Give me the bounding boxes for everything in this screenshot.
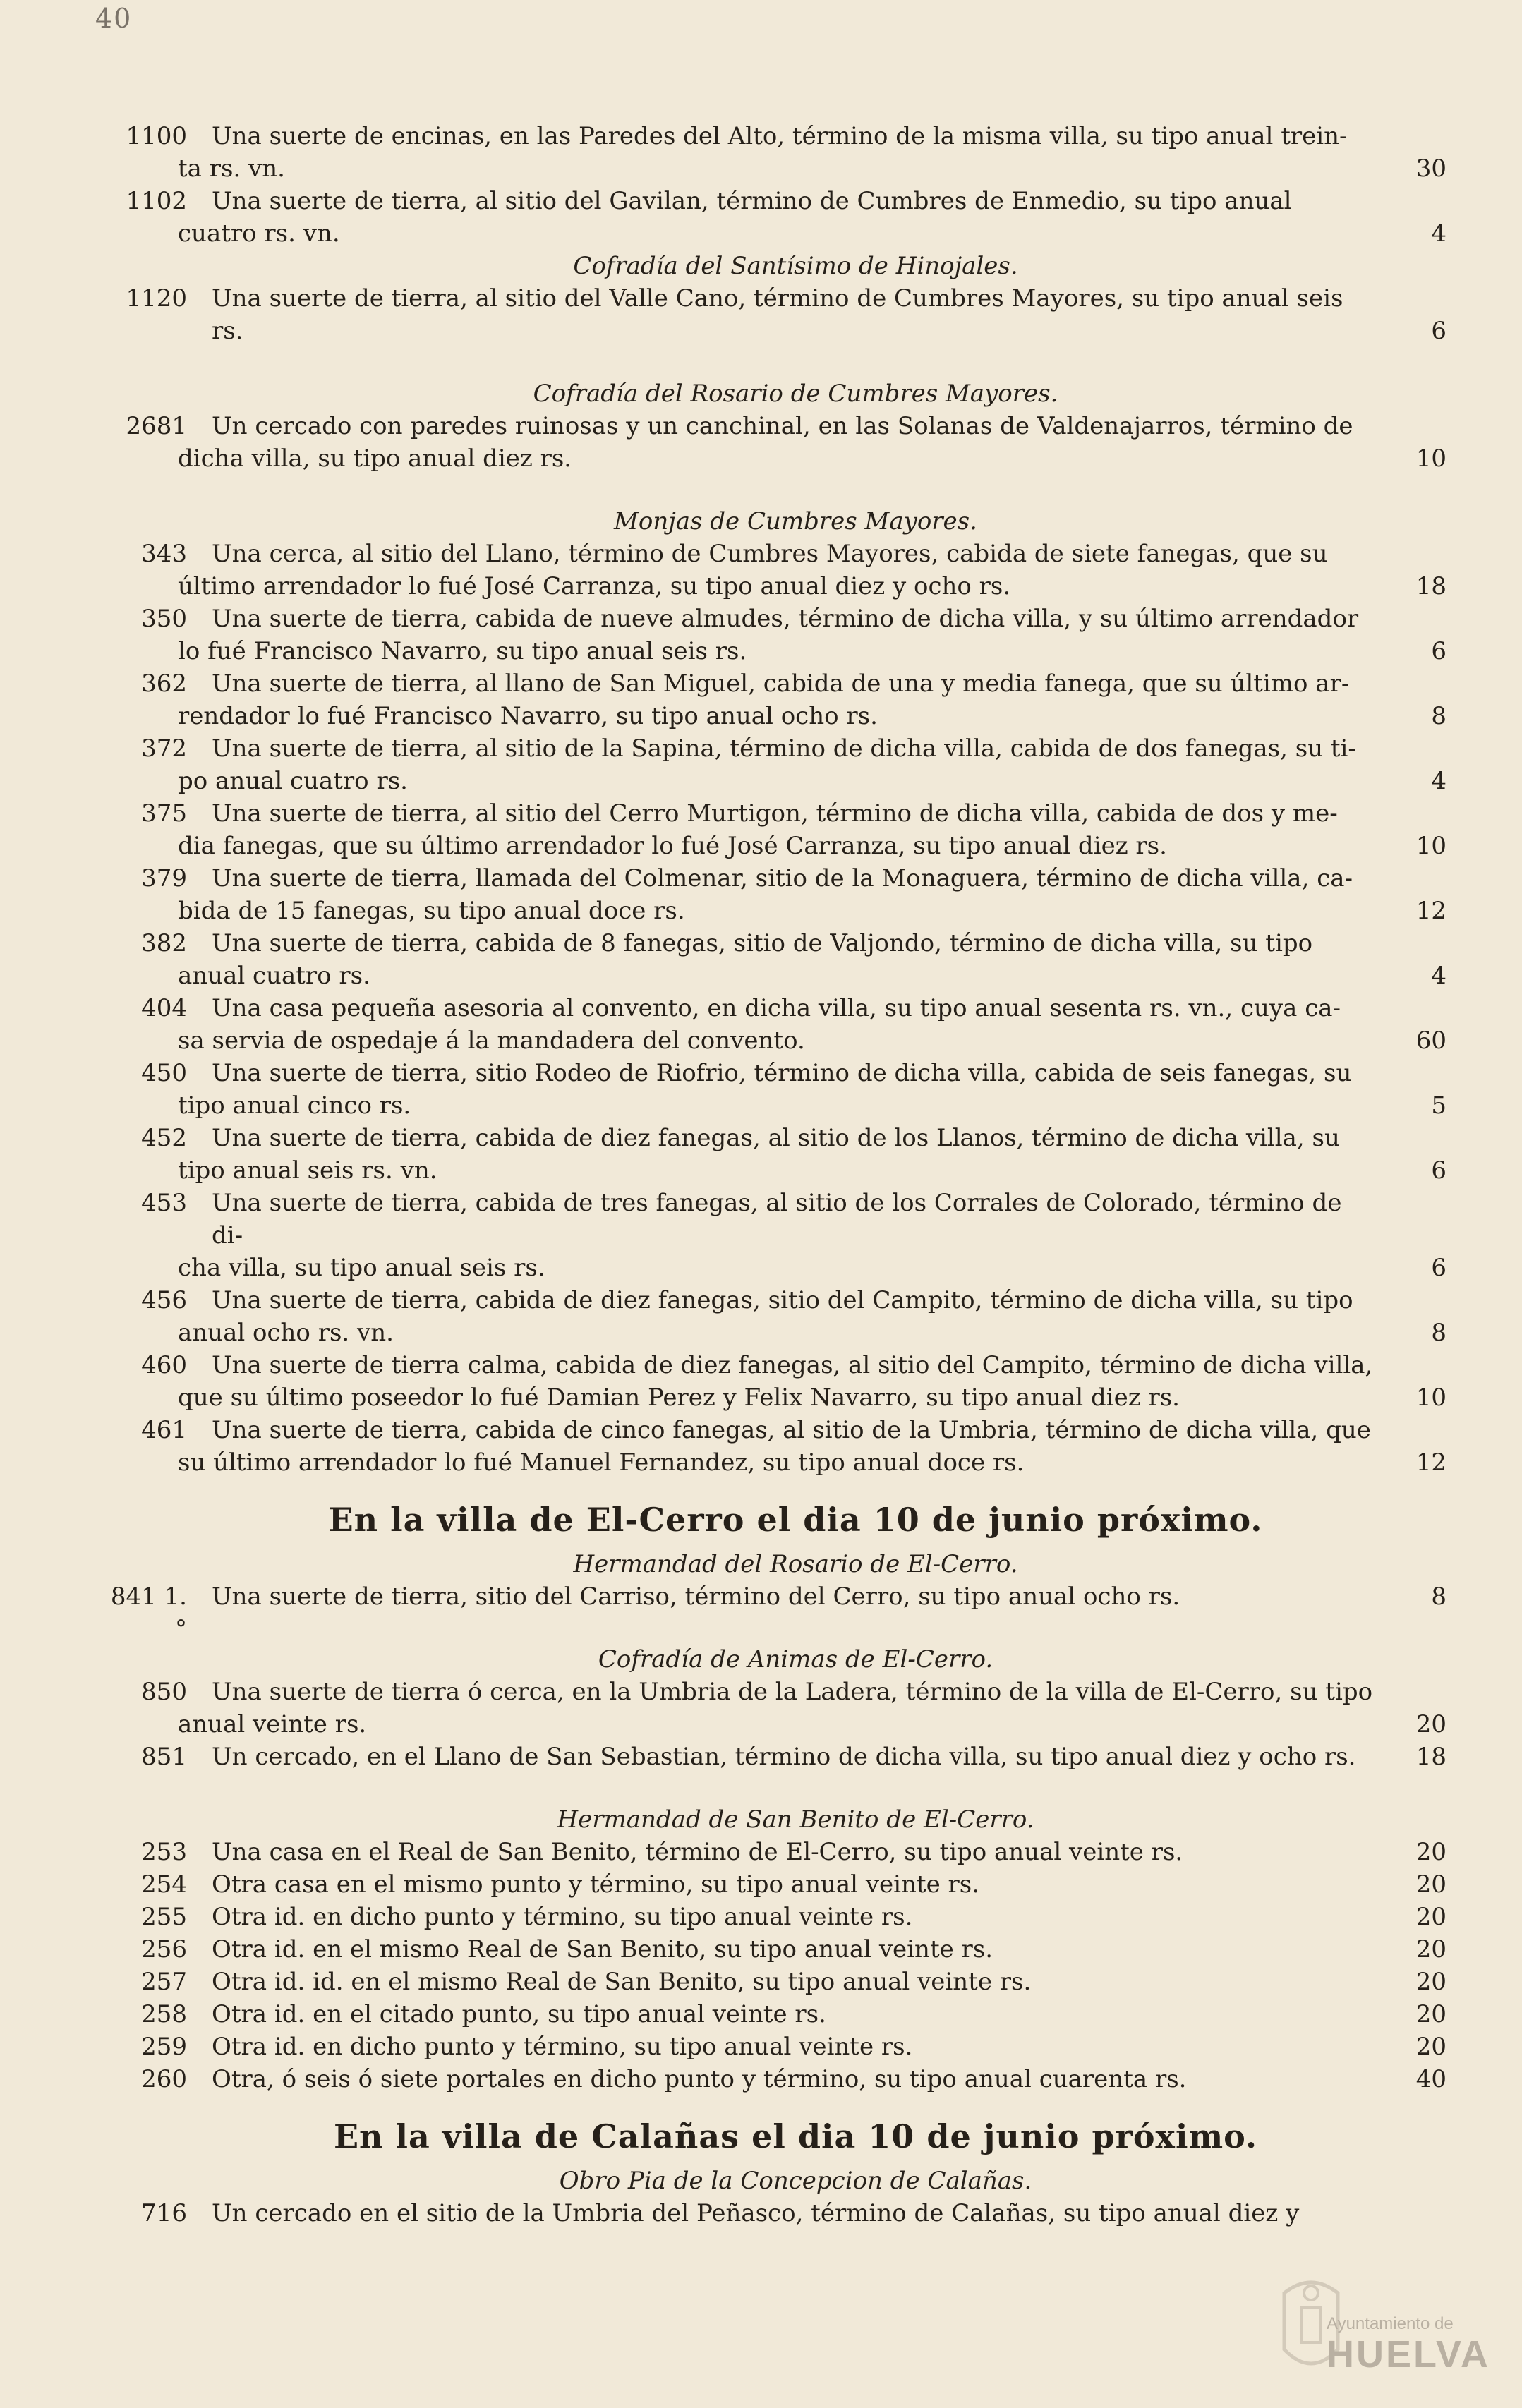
property-entry xyxy=(99,992,1446,1057)
entry-number: 254 xyxy=(141,1870,187,1899)
entry-number: 456 xyxy=(141,1286,187,1314)
property-entry xyxy=(99,2197,1446,2229)
entry-description xyxy=(178,1284,1379,1349)
entry-number: 382 xyxy=(141,929,187,957)
property-entry xyxy=(99,1901,1446,1933)
document-body xyxy=(99,120,1446,2229)
watermark-line2: HUELVA xyxy=(1327,2333,1490,2376)
entry-number: 841 1.° xyxy=(110,1583,187,1643)
property-entry xyxy=(99,862,1446,927)
entry-number: 452 xyxy=(141,1124,187,1152)
entry-text-line: Una suerte de tierra, cabida de 8 fanegas, sitio de Valjondo, término de dicha villa, su tipo xyxy=(212,929,1313,957)
entry-amount: 8 xyxy=(1431,702,1446,730)
property-entry xyxy=(99,1122,1446,1187)
entry-description xyxy=(178,862,1379,927)
entry-text-line: Una suerte de tierra, sitio Rodeo de Riofrio, término de dicha villa, cabida de seis fanegas, su xyxy=(212,1059,1352,1087)
property-entry xyxy=(99,185,1446,250)
entry-description xyxy=(212,1741,1379,1773)
entry-number: 716 xyxy=(141,2199,187,2227)
entry-text-line: Una casa pequeña asesoria al convento, en dicha villa, su tipo anual sesenta rs. vn., cuya ca- xyxy=(212,994,1341,1022)
section-title: Hermandad de San Benito de El-Cerro. xyxy=(557,1805,1034,1834)
section-title: Cofradía del Rosario de Cumbres Mayores. xyxy=(533,380,1058,408)
entry-amount: 20 xyxy=(1415,2000,1446,2028)
entry-number: 372 xyxy=(141,734,187,763)
entry-continuation-line: tipo anual cinco rs. xyxy=(178,1091,411,1120)
section-title: Cofradía del Santísimo de Hinojales. xyxy=(573,252,1018,280)
entry-description xyxy=(178,1414,1379,1479)
entry-number: 1100 xyxy=(126,122,187,150)
entry-amount: 20 xyxy=(1415,1968,1446,1996)
entry-number: 850 xyxy=(141,1678,187,1706)
entry-text-line: Una cerca, al sitio del Llano, término de Cumbres Mayores, cabida de siete fanegas, que su xyxy=(212,540,1328,568)
entry-continuation-line: po anual cuatro rs. xyxy=(178,767,408,795)
entry-text-line: Una suerte de tierra, cabida de diez fanegas, al sitio de los Llanos, término de dicha villa, su xyxy=(212,1124,1340,1152)
entry-description xyxy=(178,1349,1379,1414)
entry-amount: 12 xyxy=(1415,897,1446,925)
entry-continuation-line: ta rs. vn. xyxy=(178,155,285,183)
section-title: Hermandad del Rosario de El-Cerro. xyxy=(573,1550,1018,1578)
spacer xyxy=(99,347,1446,377)
entry-number: 253 xyxy=(141,1838,187,1866)
entry-number: 404 xyxy=(141,994,187,1022)
property-entry xyxy=(99,1284,1446,1349)
entry-amount: 8 xyxy=(1431,1319,1446,1347)
entry-description xyxy=(212,1966,1379,1998)
watermark-line1: Ayuntamiento de xyxy=(1327,2314,1454,2333)
entry-description xyxy=(212,2197,1379,2229)
entry-amount: 5 xyxy=(1431,1091,1446,1120)
entry-amount: 10 xyxy=(1415,444,1446,473)
entry-amount: 40 xyxy=(1415,2065,1446,2093)
property-entry xyxy=(99,1057,1446,1122)
entry-amount: 20 xyxy=(1415,1935,1446,1964)
property-entry xyxy=(99,120,1446,185)
entry-text-line: Otra id. en dicho punto y término, su tipo anual veinte rs. xyxy=(212,2033,913,2061)
entry-description xyxy=(178,1122,1379,1187)
property-entry xyxy=(99,410,1446,475)
entry-text-line: Una suerte de tierra, al sitio del Gavilan, término de Cumbres de Enmedio, su tipo anual xyxy=(212,187,1292,215)
entry-continuation-line: lo fué Francisco Navarro, su tipo anual seis rs. xyxy=(178,637,747,665)
watermark xyxy=(1327,2314,1490,2375)
entry-continuation-line: su último arrendador lo fué Manuel Fernandez, su tipo anual doce rs. xyxy=(178,1448,1025,1477)
entry-amount: 6 xyxy=(1431,317,1446,345)
entry-text-line: Una suerte de tierra calma, cabida de diez fanegas, al sitio del Campito, término de dicha villa, xyxy=(212,1351,1373,1379)
section-title: Obro Pia de la Concepcion de Calañas. xyxy=(559,2167,1032,2195)
entry-number: 362 xyxy=(141,670,187,698)
entry-number: 1102 xyxy=(126,187,187,215)
entry-description xyxy=(178,410,1379,475)
entry-text-line: Otra id. en el citado punto, su tipo anual veinte rs. xyxy=(212,2000,826,2028)
entry-description xyxy=(212,2063,1379,2095)
property-entry xyxy=(99,1741,1446,1773)
entry-number: 2681 xyxy=(126,412,187,440)
entry-number: 453 xyxy=(141,1189,187,1217)
property-entry xyxy=(99,1933,1446,1966)
property-entry xyxy=(99,1868,1446,1901)
entry-continuation-line: rendador lo fué Francisco Navarro, su tipo anual ocho rs. xyxy=(178,702,878,730)
entry-amount: 18 xyxy=(1415,572,1446,600)
entry-number: 258 xyxy=(141,2000,187,2028)
entry-amount: 20 xyxy=(1415,1870,1446,1899)
entry-text-line: Otra id. en el mismo Real de San Benito, su tipo anual veinte rs. xyxy=(212,1935,993,1964)
entry-description xyxy=(178,185,1379,250)
entry-description xyxy=(178,538,1379,603)
entry-text-line: Una suerte de tierra, llamada del Colmenar, sitio de la Monaguera, término de dicha villa, ca- xyxy=(212,864,1353,893)
entry-number: 460 xyxy=(141,1351,187,1379)
entry-description xyxy=(212,1580,1379,1613)
entry-description xyxy=(178,1187,1379,1284)
section-title: Monjas de Cumbres Mayores. xyxy=(614,507,977,536)
entry-continuation-line: cuatro rs. vn. xyxy=(178,219,340,248)
entry-continuation-line: anual cuatro rs. xyxy=(178,962,370,990)
entry-continuation-line: tipo anual seis rs. vn. xyxy=(178,1156,437,1185)
entry-amount: 20 xyxy=(1415,2033,1446,2061)
entry-text-line: Una suerte de tierra, al sitio de la Sapina, término de dicha villa, cabida de dos fanegas, su ti- xyxy=(212,734,1356,763)
entry-text-line: Una suerte de tierra, al sitio del Valle Cano, término de Cumbres Mayores, su tipo anual seis rs. xyxy=(212,284,1343,345)
entry-text-line: Otra id. id. en el mismo Real de San Benito, su tipo anual veinte rs. xyxy=(212,1968,1032,1996)
property-entry xyxy=(99,1580,1446,1643)
entry-text-line: Una suerte de encinas, en las Paredes del Alto, término de la misma villa, su tipo anual trein- xyxy=(212,122,1348,150)
entry-text-line: Un cercado en el sitio de la Umbria del Peñasco, término de Calañas, su tipo anual diez y xyxy=(212,2199,1300,2227)
entry-number: 343 xyxy=(141,540,187,568)
entry-amount: 60 xyxy=(1415,1027,1446,1055)
entry-continuation-line: cha villa, su tipo anual seis rs. xyxy=(178,1254,545,1282)
spacer xyxy=(99,475,1446,505)
entry-text-line: Otra, ó seis ó siete portales en dicho punto y término, su tipo anual cuarenta rs. xyxy=(212,2065,1187,2093)
entry-description xyxy=(178,732,1379,797)
entry-number: 461 xyxy=(141,1416,187,1444)
property-entry xyxy=(99,282,1446,347)
entry-continuation-line: dicha villa, su tipo anual diez rs. xyxy=(178,444,572,473)
property-entry xyxy=(99,1676,1446,1741)
entry-continuation-line: anual ocho rs. vn. xyxy=(178,1319,394,1347)
property-entry xyxy=(99,1414,1446,1479)
entry-text-line: Un cercado, en el Llano de San Sebastian, término de dicha villa, su tipo anual diez y ocho rs. xyxy=(212,1743,1356,1771)
entry-description xyxy=(212,1901,1379,1933)
entry-text-line: Una suerte de tierra, al llano de San Miguel, cabida de una y media fanega, que su último ar- xyxy=(212,670,1350,698)
entry-amount: 10 xyxy=(1415,1384,1446,1412)
entry-number: 259 xyxy=(141,2033,187,2061)
spacer xyxy=(99,1773,1446,1803)
entry-text-line: Una suerte de tierra ó cerca, en la Umbria de la Ladera, término de la villa de El-Cerro, su tipo xyxy=(212,1678,1373,1706)
entry-amount: 18 xyxy=(1415,1743,1446,1771)
location-heading: En la villa de Calañas el dia 10 de junio próximo. xyxy=(333,2117,1258,2155)
entry-number: 350 xyxy=(141,605,187,633)
property-entry xyxy=(99,2063,1446,2095)
property-entry xyxy=(99,732,1446,797)
property-entry xyxy=(99,1836,1446,1868)
property-entry xyxy=(99,1966,1446,1998)
entry-continuation-line: que su último poseedor lo fué Damian Perez y Felix Navarro, su tipo anual diez rs. xyxy=(178,1384,1180,1412)
entry-description xyxy=(212,2031,1379,2063)
entry-description xyxy=(178,797,1379,862)
entry-number: 1120 xyxy=(126,284,187,313)
entry-description xyxy=(212,1868,1379,1901)
entry-amount: 4 xyxy=(1431,767,1446,795)
entry-description xyxy=(178,120,1379,185)
entry-number: 851 xyxy=(141,1743,187,1771)
entry-amount: 20 xyxy=(1415,1710,1446,1738)
entry-amount: 8 xyxy=(1431,1583,1446,1611)
entry-amount: 6 xyxy=(1431,1156,1446,1185)
entry-description xyxy=(178,603,1379,667)
entry-number: 379 xyxy=(141,864,187,893)
property-entry xyxy=(99,603,1446,667)
location-heading: En la villa de El-Cerro el dia 10 de junio próximo. xyxy=(328,1501,1263,1539)
entry-amount: 20 xyxy=(1415,1838,1446,1866)
property-entry xyxy=(99,1349,1446,1414)
entry-number: 255 xyxy=(141,1903,187,1931)
entry-description xyxy=(212,1933,1379,1966)
property-entry xyxy=(99,2031,1446,2063)
entry-text-line: Una suerte de tierra, cabida de diez fanegas, sitio del Campito, término de dicha villa, su tipo xyxy=(212,1286,1353,1314)
property-entry xyxy=(99,538,1446,603)
entry-description xyxy=(178,1676,1379,1741)
spacer xyxy=(99,1613,1446,1643)
entry-description xyxy=(178,1057,1379,1122)
entry-description xyxy=(212,1998,1379,2031)
entry-text-line: Otra casa en el mismo punto y término, su tipo anual veinte rs. xyxy=(212,1870,980,1899)
page-number: 40 xyxy=(95,3,133,34)
entry-description xyxy=(178,667,1379,732)
entry-text-line: Una suerte de tierra, sitio del Carriso, término del Cerro, su tipo anual ocho rs. xyxy=(212,1583,1180,1611)
entry-text-line: Una suerte de tierra, cabida de cinco fanegas, al sitio de la Umbria, término de dicha villa, que xyxy=(212,1416,1371,1444)
entry-amount: 10 xyxy=(1415,832,1446,860)
entry-number: 257 xyxy=(141,1968,187,1996)
entry-continuation-line: anual veinte rs. xyxy=(178,1710,367,1738)
entry-continuation-line: bida de 15 fanegas, su tipo anual doce rs. xyxy=(178,897,685,925)
entry-text-line: Una suerte de tierra, cabida de tres fanegas, al sitio de los Corrales de Colorado, término de di- xyxy=(212,1189,1342,1250)
entry-continuation-line: último arrendador lo fué José Carranza, su tipo anual diez y ocho rs. xyxy=(178,572,1011,600)
property-entry xyxy=(99,1998,1446,2031)
entry-amount: 6 xyxy=(1431,1254,1446,1282)
entry-text-line: Una casa en el Real de San Benito, término de El-Cerro, su tipo anual veinte rs. xyxy=(212,1838,1183,1866)
entry-text-line: Otra id. en dicho punto y término, su tipo anual veinte rs. xyxy=(212,1903,913,1931)
property-entry xyxy=(99,927,1446,992)
entry-amount: 6 xyxy=(1431,637,1446,665)
entry-number: 450 xyxy=(141,1059,187,1087)
entry-amount: 20 xyxy=(1415,1903,1446,1931)
entry-description xyxy=(178,927,1379,992)
entry-amount: 30 xyxy=(1415,155,1446,183)
entry-continuation-line: dia fanegas, que su último arrendador lo fué José Carranza, su tipo anual diez rs. xyxy=(178,832,1167,860)
entry-number: 260 xyxy=(141,2065,187,2093)
entry-text-line: Un cercado con paredes ruinosas y un canchinal, en las Solanas de Valdenajarros, término de xyxy=(212,412,1353,440)
entry-description xyxy=(212,282,1379,347)
property-entry xyxy=(99,667,1446,732)
entry-description xyxy=(212,1836,1379,1868)
entry-description xyxy=(178,992,1379,1057)
entry-amount: 4 xyxy=(1431,219,1446,248)
section-title: Cofradía de Animas de El-Cerro. xyxy=(598,1645,993,1674)
entry-text-line: Una suerte de tierra, al sitio del Cerro Murtigon, término de dicha villa, cabida de dos y me- xyxy=(212,799,1338,828)
entry-text-line: Una suerte de tierra, cabida de nueve almudes, término de dicha villa, y su último arrendador xyxy=(212,605,1359,633)
entry-number: 375 xyxy=(141,799,187,828)
property-entry xyxy=(99,1187,1446,1284)
entry-amount: 12 xyxy=(1415,1448,1446,1477)
entry-amount: 4 xyxy=(1431,962,1446,990)
entry-continuation-line: sa servia de ospedaje á la mandadera del convento. xyxy=(178,1027,805,1055)
property-entry xyxy=(99,797,1446,862)
entry-number: 256 xyxy=(141,1935,187,1964)
